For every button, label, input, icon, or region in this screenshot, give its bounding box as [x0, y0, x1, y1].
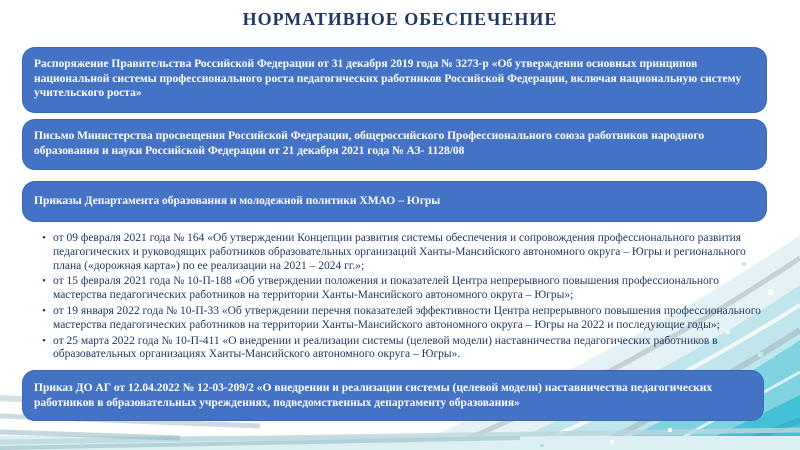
list-item-order-10-p-188 [42, 275, 764, 303]
department-orders-list [42, 232, 764, 364]
doc-box-government-directive-text: Распоряжение Правительства Российской Федерации от 31 декабря 2019 года № 3273-р «Об утверждении основных принципов национальной системы профессионального роста педагогических работников Российской Федерации, включая национальную систему учительского роста» [34, 58, 742, 100]
list-item-order-10-p-411 [42, 335, 764, 363]
doc-box-department-orders [22, 181, 767, 222]
page-title: НОРМАТИВНОЕ ОБЕСПЕЧЕНИЕ [242, 9, 558, 29]
doc-box-do-ag-order-text: Приказ ДО АГ от 12.04.2022 № 12-03-209/2 «О внедрении и реализации системы (целевой модели) наставничества педагогических работников в образовательных учреждениях, подведомственных департаменту образования» [34, 382, 713, 409]
doc-box-ministry-letter-text: Письмо Министерства просвещения Российской Федерации, общероссийского Профессионального союза работников народного образования и науки Российской Федерации от 21 декабря 2021 года № АЗ- 1128/08 [34, 130, 705, 157]
order-text: от 25 марта 2022 года № 10-П-411 «О внедрении и реализации системы (целевой модели) наставничества педагогических работников в образовательных организациях Ханты-Мансийского автономного округа – Югры». [53, 334, 718, 361]
doc-box-ministry-letter [22, 119, 767, 170]
doc-box-do-ag-order [22, 370, 764, 421]
doc-box-government-directive [22, 47, 767, 113]
order-text: от 09 февраля 2021 года № 164 «Об утверждении Концепции развития системы обеспечения и сопровождения профессионального развития педагогических и руководящих работников образовательных организаций Ханты-Мансийского автономного округа – Югры и регионального плана («дорожная карта») по ее реализации на 2021 – 2024 гг.»; [53, 232, 746, 272]
doc-box-department-orders-text: Приказы Департамента образования и молодежной политики ХМАО – Югры [34, 195, 441, 207]
list-item-order-164 [42, 232, 764, 273]
list-item-order-10-p-33 [42, 305, 764, 333]
order-text: от 15 февраля 2021 года № 10-П-188 «Об утверждении положения и показателей Центра непрерывного повышения профессионального мастерства педагогических работников на территории Ханты-Мансийского автономного округа – Югры»; [53, 275, 719, 302]
order-text: от 19 января 2022 года № 10-П-33 «Об утверждении перечня показателей эффективности Центра непрерывного повышения профессионального мастерства педагогических работников на территории Ханты-Мансийского автономного округа – Югры на 2022 и последующие годы»; [53, 304, 761, 331]
